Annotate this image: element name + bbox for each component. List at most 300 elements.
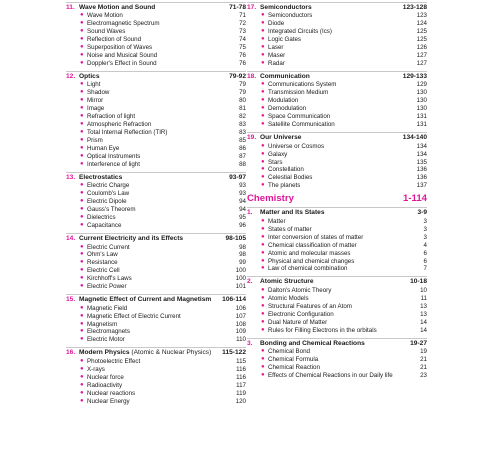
toc-entry bbox=[247, 28, 427, 36]
toc-section bbox=[66, 2, 246, 68]
toc-entry bbox=[66, 97, 246, 105]
bullet-icon: ● bbox=[80, 52, 84, 59]
toc-entry-label: Galaxy bbox=[268, 150, 288, 158]
toc-entry-label: Electronic Configuration bbox=[268, 310, 334, 318]
toc-entry bbox=[66, 366, 246, 374]
toc-entry-page: 73 bbox=[239, 28, 246, 36]
toc-entry-page: 87 bbox=[239, 153, 246, 161]
section-heading bbox=[66, 235, 246, 243]
section-page-range: 134-140 bbox=[402, 134, 427, 142]
toc-entry-page: 130 bbox=[416, 105, 427, 113]
toc-entry-page: 3 bbox=[423, 217, 427, 225]
toc-entry bbox=[247, 89, 427, 97]
toc-entry-page: 106 bbox=[235, 304, 246, 312]
toc-entry-label: Kirchhoff's Laws bbox=[87, 275, 132, 283]
toc-column-right bbox=[247, 0, 427, 380]
toc-entry-label: Transmission Medium bbox=[268, 89, 329, 97]
toc-entry-page: 85 bbox=[239, 137, 246, 145]
toc-entry bbox=[66, 44, 246, 52]
section-page-range: 71-78 bbox=[229, 4, 246, 11]
toc-entry-label: Rules for Filling Electrons in the orbitals bbox=[268, 326, 377, 334]
section-title bbox=[79, 296, 222, 304]
section-heading bbox=[247, 134, 427, 142]
toc-entry-label: Atomic and molecular masses bbox=[268, 249, 351, 257]
toc-section bbox=[247, 207, 427, 273]
section-title bbox=[260, 209, 417, 217]
toc-entry-label: Communications System bbox=[268, 81, 337, 89]
toc-entry bbox=[247, 12, 427, 20]
toc-entry-page: 14 bbox=[420, 326, 427, 334]
toc-entry-label: Nuclear force bbox=[87, 373, 124, 381]
toc-entry-label: Mirror bbox=[87, 97, 104, 105]
toc-entry-label: Universe or Cosmos bbox=[268, 142, 325, 150]
bullet-icon: ● bbox=[80, 397, 84, 404]
toc-entry bbox=[66, 206, 246, 214]
toc-entry bbox=[66, 60, 246, 68]
bullet-icon: ● bbox=[261, 142, 265, 149]
toc-entry-page: 13 bbox=[420, 302, 427, 310]
toc-entry-page: 136 bbox=[416, 174, 427, 182]
toc-entry bbox=[247, 60, 427, 68]
toc-entry-page: 6 bbox=[423, 257, 427, 265]
toc-entry-label: Structural Features of an Atom bbox=[268, 302, 352, 310]
toc-entry-page: 94 bbox=[239, 198, 246, 206]
toc-entry bbox=[66, 12, 246, 20]
toc-entry-label: Light bbox=[87, 81, 101, 89]
toc-entry bbox=[66, 36, 246, 44]
toc-entry-label: Nuclear reactions bbox=[87, 389, 136, 397]
toc-entry-page: 6 bbox=[423, 249, 427, 257]
toc-entry bbox=[66, 275, 246, 283]
toc-entry-page: 131 bbox=[416, 121, 427, 129]
toc-section bbox=[66, 172, 246, 230]
toc-entry-label: Dielectrics bbox=[87, 214, 116, 222]
section-number: 14. bbox=[66, 235, 76, 243]
bullet-icon: ● bbox=[80, 129, 84, 136]
toc-section bbox=[247, 276, 427, 334]
toc-entry bbox=[247, 20, 427, 28]
toc-entry-page: 110 bbox=[236, 336, 246, 344]
toc-entry-page: 14 bbox=[420, 318, 427, 326]
bullet-icon: ● bbox=[80, 381, 84, 388]
section-title-text: Wave Motion and Sound bbox=[79, 4, 156, 11]
toc-entry-page: 10 bbox=[420, 286, 427, 294]
bullet-icon: ● bbox=[261, 302, 265, 309]
toc-entry-label: Gauss's Theorem bbox=[87, 206, 136, 214]
toc-entry bbox=[247, 218, 427, 226]
toc-entry bbox=[247, 81, 427, 89]
bullet-icon: ● bbox=[261, 12, 265, 19]
toc-entry bbox=[247, 151, 427, 159]
bullet-icon: ● bbox=[80, 105, 84, 112]
section-title bbox=[260, 4, 403, 12]
toc-entry bbox=[66, 129, 246, 137]
bullet-icon: ● bbox=[80, 89, 84, 96]
toc-entry bbox=[247, 250, 427, 258]
toc-entry bbox=[66, 358, 246, 366]
bullet-icon: ● bbox=[80, 251, 84, 258]
section-title bbox=[260, 340, 410, 348]
toc-entry-label: Magnetic Effect of Electric Current bbox=[87, 312, 181, 320]
toc-entry-page: 83 bbox=[239, 121, 246, 129]
toc-entry-page: 134 bbox=[416, 142, 427, 150]
bullet-icon: ● bbox=[261, 347, 265, 354]
section-number: 3. bbox=[247, 339, 253, 347]
section-number: 12. bbox=[66, 73, 76, 81]
toc-entry-label: Image bbox=[87, 105, 105, 113]
toc-entry-page: 81 bbox=[239, 105, 246, 113]
section-heading bbox=[66, 4, 246, 12]
toc-entry bbox=[66, 251, 246, 259]
toc-entry-page: 74 bbox=[239, 36, 246, 44]
toc-entry-page: 119 bbox=[236, 389, 246, 397]
toc-entry-page: 80 bbox=[239, 97, 246, 105]
bullet-icon: ● bbox=[80, 283, 84, 290]
toc-entry-page: 126 bbox=[416, 44, 427, 52]
toc-entry-page: 21 bbox=[420, 363, 427, 371]
section-page-range: 93-97 bbox=[229, 173, 246, 181]
toc-entry-page: 125 bbox=[416, 28, 427, 36]
toc-entry-label: Physical and chemical changes bbox=[268, 257, 355, 265]
toc-entry bbox=[66, 161, 246, 169]
toc-entry-page: 94 bbox=[239, 206, 246, 214]
section-heading bbox=[247, 340, 427, 348]
toc-entry-label: Magnetism bbox=[87, 320, 118, 328]
toc-entry-label: Electromagnetic Spectrum bbox=[87, 20, 160, 28]
toc-entry bbox=[247, 36, 427, 44]
bullet-icon: ● bbox=[80, 190, 84, 197]
toc-entry-label: Celestial Bodies bbox=[268, 174, 313, 182]
toc-entry-page: 134 bbox=[416, 150, 427, 158]
toc-entry-label: Effects of Chemical Reactions in our Daily life bbox=[268, 371, 393, 379]
bullet-icon: ● bbox=[261, 326, 265, 333]
toc-entry-page: 127 bbox=[416, 60, 427, 68]
toc-entry bbox=[247, 258, 427, 266]
section-heading bbox=[66, 174, 246, 182]
toc-entry-label: Integrated Circuits (Ics) bbox=[268, 28, 332, 36]
toc-entry-page: 135 bbox=[416, 158, 427, 166]
toc-entry-label: Doppler's Effect in Sound bbox=[87, 60, 157, 68]
toc-entry-label: Radar bbox=[268, 60, 285, 68]
toc-entry-page: 116 bbox=[236, 373, 246, 381]
toc-entry-label: The planets bbox=[268, 182, 301, 190]
section-title-text: Current Electricity and its Effects bbox=[79, 235, 184, 243]
chemistry-heading bbox=[247, 192, 427, 206]
toc-entry bbox=[247, 105, 427, 113]
section-heading bbox=[66, 349, 246, 357]
bullet-icon: ● bbox=[80, 336, 84, 343]
toc-entry-label: Superposition of Waves bbox=[87, 44, 153, 52]
bullet-icon: ● bbox=[261, 363, 265, 370]
bullet-icon: ● bbox=[80, 97, 84, 104]
section-number: 18. bbox=[247, 73, 257, 81]
toc-entry-label: Semiconductors bbox=[268, 12, 313, 20]
section-title-text: Our Universe bbox=[260, 134, 302, 142]
bullet-icon: ● bbox=[261, 121, 265, 128]
section-heading bbox=[247, 278, 427, 286]
section-page-range: 10-18 bbox=[410, 278, 427, 286]
toc-entry-page: 3 bbox=[423, 233, 427, 241]
section-title bbox=[79, 73, 229, 81]
toc-entry-page: 76 bbox=[239, 60, 246, 68]
toc-entry-page: 75 bbox=[239, 44, 246, 52]
toc-entry bbox=[66, 89, 246, 97]
bullet-icon: ● bbox=[80, 36, 84, 43]
bullet-icon: ● bbox=[261, 150, 265, 157]
bullet-icon: ● bbox=[80, 20, 84, 27]
bullet-icon: ● bbox=[80, 145, 84, 152]
toc-entry-page: 100 bbox=[235, 275, 246, 283]
toc-section bbox=[66, 347, 246, 405]
bullet-icon: ● bbox=[80, 28, 84, 35]
section-number: 17. bbox=[247, 4, 257, 11]
bullet-icon: ● bbox=[261, 257, 265, 264]
toc-entry bbox=[66, 52, 246, 60]
toc-entry-label: Reflection of Sound bbox=[87, 36, 142, 44]
toc-entry-page: 120 bbox=[235, 397, 246, 405]
toc-entry bbox=[66, 153, 246, 161]
toc-entry bbox=[247, 174, 427, 182]
toc-entry-label: Dual Nature of Matter bbox=[268, 318, 328, 326]
toc-entry-label: Atmospheric Refraction bbox=[87, 121, 152, 129]
bullet-icon: ● bbox=[261, 310, 265, 317]
toc-entry-page: 124 bbox=[416, 20, 427, 28]
bullet-icon: ● bbox=[261, 217, 265, 224]
toc-entry bbox=[247, 182, 427, 190]
toc-entry bbox=[66, 190, 246, 198]
toc-entry-page: 130 bbox=[416, 89, 427, 97]
toc-entry-page: 115 bbox=[236, 357, 246, 365]
bullet-icon: ● bbox=[261, 28, 265, 35]
bullet-icon: ● bbox=[261, 166, 265, 173]
toc-entry bbox=[66, 198, 246, 206]
bullet-icon: ● bbox=[261, 318, 265, 325]
toc-entry bbox=[66, 374, 246, 382]
section-title bbox=[79, 349, 222, 357]
toc-entry-label: Chemical Reaction bbox=[268, 363, 320, 371]
section-title bbox=[260, 73, 403, 81]
toc-entry-page: 3 bbox=[423, 225, 427, 233]
toc-entry bbox=[247, 97, 427, 105]
section-heading bbox=[247, 4, 427, 12]
bullet-icon: ● bbox=[80, 121, 84, 128]
section-title-text: Atomic Structure bbox=[260, 278, 314, 286]
toc-entry-label: Chemical classification of matter bbox=[268, 241, 357, 249]
bullet-icon: ● bbox=[80, 113, 84, 120]
toc-entry-page: 137 bbox=[416, 182, 427, 190]
bullet-icon: ● bbox=[261, 36, 265, 43]
toc-entry-label: Space Communication bbox=[268, 113, 331, 121]
toc-entry-page: 136 bbox=[416, 166, 427, 174]
section-heading bbox=[247, 73, 427, 81]
chemistry-title: Chemistry bbox=[247, 193, 294, 205]
toc-entry bbox=[66, 328, 246, 336]
toc-entry-label: Demodulation bbox=[268, 105, 307, 113]
toc-entry-label: Ohm's Law bbox=[87, 251, 118, 259]
section-page-range: 123-128 bbox=[402, 4, 427, 11]
bullet-icon: ● bbox=[261, 44, 265, 51]
bullet-icon: ● bbox=[261, 20, 265, 27]
toc-entry bbox=[247, 287, 427, 295]
bullet-icon: ● bbox=[261, 371, 265, 378]
bullet-icon: ● bbox=[80, 267, 84, 274]
toc-entry bbox=[247, 113, 427, 121]
toc-entry bbox=[66, 336, 246, 344]
toc-column-left bbox=[66, 0, 246, 406]
bullet-icon: ● bbox=[80, 365, 84, 372]
section-number: 16. bbox=[66, 349, 76, 357]
toc-entry bbox=[66, 113, 246, 121]
toc-entry-label: Electric Cell bbox=[87, 267, 120, 275]
physics-sections-continued bbox=[247, 2, 427, 190]
toc-entry-label: Electric Motor bbox=[87, 336, 125, 344]
toc-entry-page: 82 bbox=[239, 113, 246, 121]
toc-entry-page: 125 bbox=[416, 36, 427, 44]
toc-entry-label: States of matter bbox=[268, 225, 312, 233]
section-title bbox=[79, 235, 225, 243]
section-number: 11. bbox=[66, 4, 75, 11]
toc-entry-page: 93 bbox=[239, 190, 246, 198]
toc-entry bbox=[66, 244, 246, 252]
toc-entry bbox=[247, 356, 427, 364]
bullet-icon: ● bbox=[261, 182, 265, 189]
section-number: 1. bbox=[247, 209, 253, 217]
toc-entry-page: 93 bbox=[239, 182, 246, 190]
toc-entry-label: Sound Waves bbox=[87, 28, 126, 36]
toc-entry bbox=[66, 105, 246, 113]
toc-entry-label: Prism bbox=[87, 137, 103, 145]
toc-entry bbox=[247, 372, 427, 380]
toc-entry-label: Electric Power bbox=[87, 283, 127, 291]
bullet-icon: ● bbox=[261, 241, 265, 248]
section-title-text: Optics bbox=[79, 73, 100, 81]
bullet-icon: ● bbox=[261, 113, 265, 120]
section-heading bbox=[66, 296, 246, 304]
bullet-icon: ● bbox=[80, 198, 84, 205]
bullet-icon: ● bbox=[80, 222, 84, 229]
section-number: 19. bbox=[247, 134, 257, 142]
section-page-range: 3-9 bbox=[417, 209, 427, 217]
toc-entry bbox=[247, 265, 427, 273]
bullet-icon: ● bbox=[80, 214, 84, 221]
bullet-icon: ● bbox=[261, 249, 265, 256]
section-page-range: 19-27 bbox=[410, 339, 427, 347]
bullet-icon: ● bbox=[80, 81, 84, 88]
bullet-icon: ● bbox=[261, 105, 265, 112]
toc-entry-label: Resistance bbox=[87, 259, 118, 267]
toc-entry-label: Modulation bbox=[268, 97, 299, 105]
toc-entry-label: Matter bbox=[268, 217, 286, 225]
bullet-icon: ● bbox=[80, 243, 84, 250]
toc-entry bbox=[66, 20, 246, 28]
bullet-icon: ● bbox=[80, 182, 84, 189]
toc-entry-label: Stars bbox=[268, 158, 283, 166]
toc-entry-page: 117 bbox=[236, 381, 246, 389]
toc-section bbox=[247, 71, 427, 129]
toc-entry bbox=[247, 121, 427, 129]
toc-entry bbox=[66, 398, 246, 406]
bullet-icon: ● bbox=[261, 89, 265, 96]
toc-entry-label: Inter conversion of states of matter bbox=[268, 233, 364, 241]
toc-entry bbox=[247, 234, 427, 242]
section-number: 13. bbox=[66, 173, 76, 181]
toc-entry-label: Refraction of light bbox=[87, 113, 136, 121]
bullet-icon: ● bbox=[261, 158, 265, 165]
toc-entry bbox=[247, 44, 427, 52]
toc-entry-label: Electric Current bbox=[87, 243, 130, 251]
bullet-icon: ● bbox=[80, 389, 84, 396]
toc-entry-page: 98 bbox=[239, 251, 246, 259]
bullet-icon: ● bbox=[80, 373, 84, 380]
toc-entry bbox=[247, 52, 427, 60]
toc-entry bbox=[247, 166, 427, 174]
section-page-range: 79-92 bbox=[229, 73, 246, 81]
toc-entry-label: Chemical Bond bbox=[268, 347, 310, 355]
toc-entry-page: 130 bbox=[416, 97, 427, 105]
toc-entry bbox=[247, 295, 427, 303]
toc-entry bbox=[66, 137, 246, 145]
bullet-icon: ● bbox=[261, 60, 265, 67]
bullet-icon: ● bbox=[80, 44, 84, 51]
toc-entry-label: Noise and Musical Sound bbox=[87, 52, 158, 60]
toc-entry-label: Photoelectric Effect bbox=[87, 357, 141, 365]
toc-entry-label: Dalton's Atomic Theory bbox=[268, 286, 332, 294]
toc-entry-page: 4 bbox=[423, 241, 427, 249]
section-title-text: Bonding and Chemical Reactions bbox=[260, 339, 365, 347]
toc-entry-page: 96 bbox=[239, 222, 246, 230]
bullet-icon: ● bbox=[80, 304, 84, 311]
toc-entry bbox=[247, 303, 427, 311]
toc-entry-label: Magnetic Field bbox=[87, 304, 128, 312]
toc-entry-label: Laser bbox=[268, 44, 284, 52]
toc-entry-label: Interference of light bbox=[87, 161, 140, 169]
bullet-icon: ● bbox=[80, 328, 84, 335]
section-subtitle: (Atomic & Nuclear Physics) bbox=[131, 349, 212, 357]
bullet-icon: ● bbox=[261, 286, 265, 293]
toc-entry-label: Optical Instruments bbox=[87, 153, 141, 161]
toc-entry-label: Logic Gates bbox=[268, 36, 302, 44]
toc-entry bbox=[66, 121, 246, 129]
toc-entry bbox=[66, 28, 246, 36]
toc-entry bbox=[247, 226, 427, 234]
toc-entry bbox=[247, 319, 427, 327]
toc-section bbox=[247, 132, 427, 190]
bullet-icon: ● bbox=[261, 52, 265, 59]
toc-entry-page: 131 bbox=[416, 113, 427, 121]
toc-entry-label: Atomic Models bbox=[268, 294, 309, 302]
toc-entry bbox=[247, 327, 427, 335]
toc-entry-page: 98 bbox=[239, 243, 246, 251]
bullet-icon: ● bbox=[80, 161, 84, 168]
bullet-icon: ● bbox=[80, 206, 84, 213]
toc-entry-label: Capacitance bbox=[87, 222, 122, 230]
toc-entry-label: Diode bbox=[268, 20, 285, 28]
toc-entry-label: Constellation bbox=[268, 166, 304, 174]
bullet-icon: ● bbox=[261, 97, 265, 104]
section-title bbox=[79, 174, 229, 182]
toc-entry-page: 129 bbox=[416, 81, 427, 89]
section-title bbox=[260, 278, 410, 286]
toc-entry-page: 109 bbox=[235, 328, 246, 336]
toc-entry-page: 21 bbox=[420, 355, 427, 363]
toc-entry-label: Shadow bbox=[87, 89, 110, 97]
toc-entry-page: 83 bbox=[239, 129, 246, 137]
toc-entry bbox=[66, 259, 246, 267]
toc-entry-label: Wave Motion bbox=[87, 12, 123, 20]
section-page-range: 106-114 bbox=[222, 296, 246, 304]
section-title-text: Electrostatics bbox=[79, 173, 123, 181]
toc-entry-page: 99 bbox=[239, 259, 246, 267]
